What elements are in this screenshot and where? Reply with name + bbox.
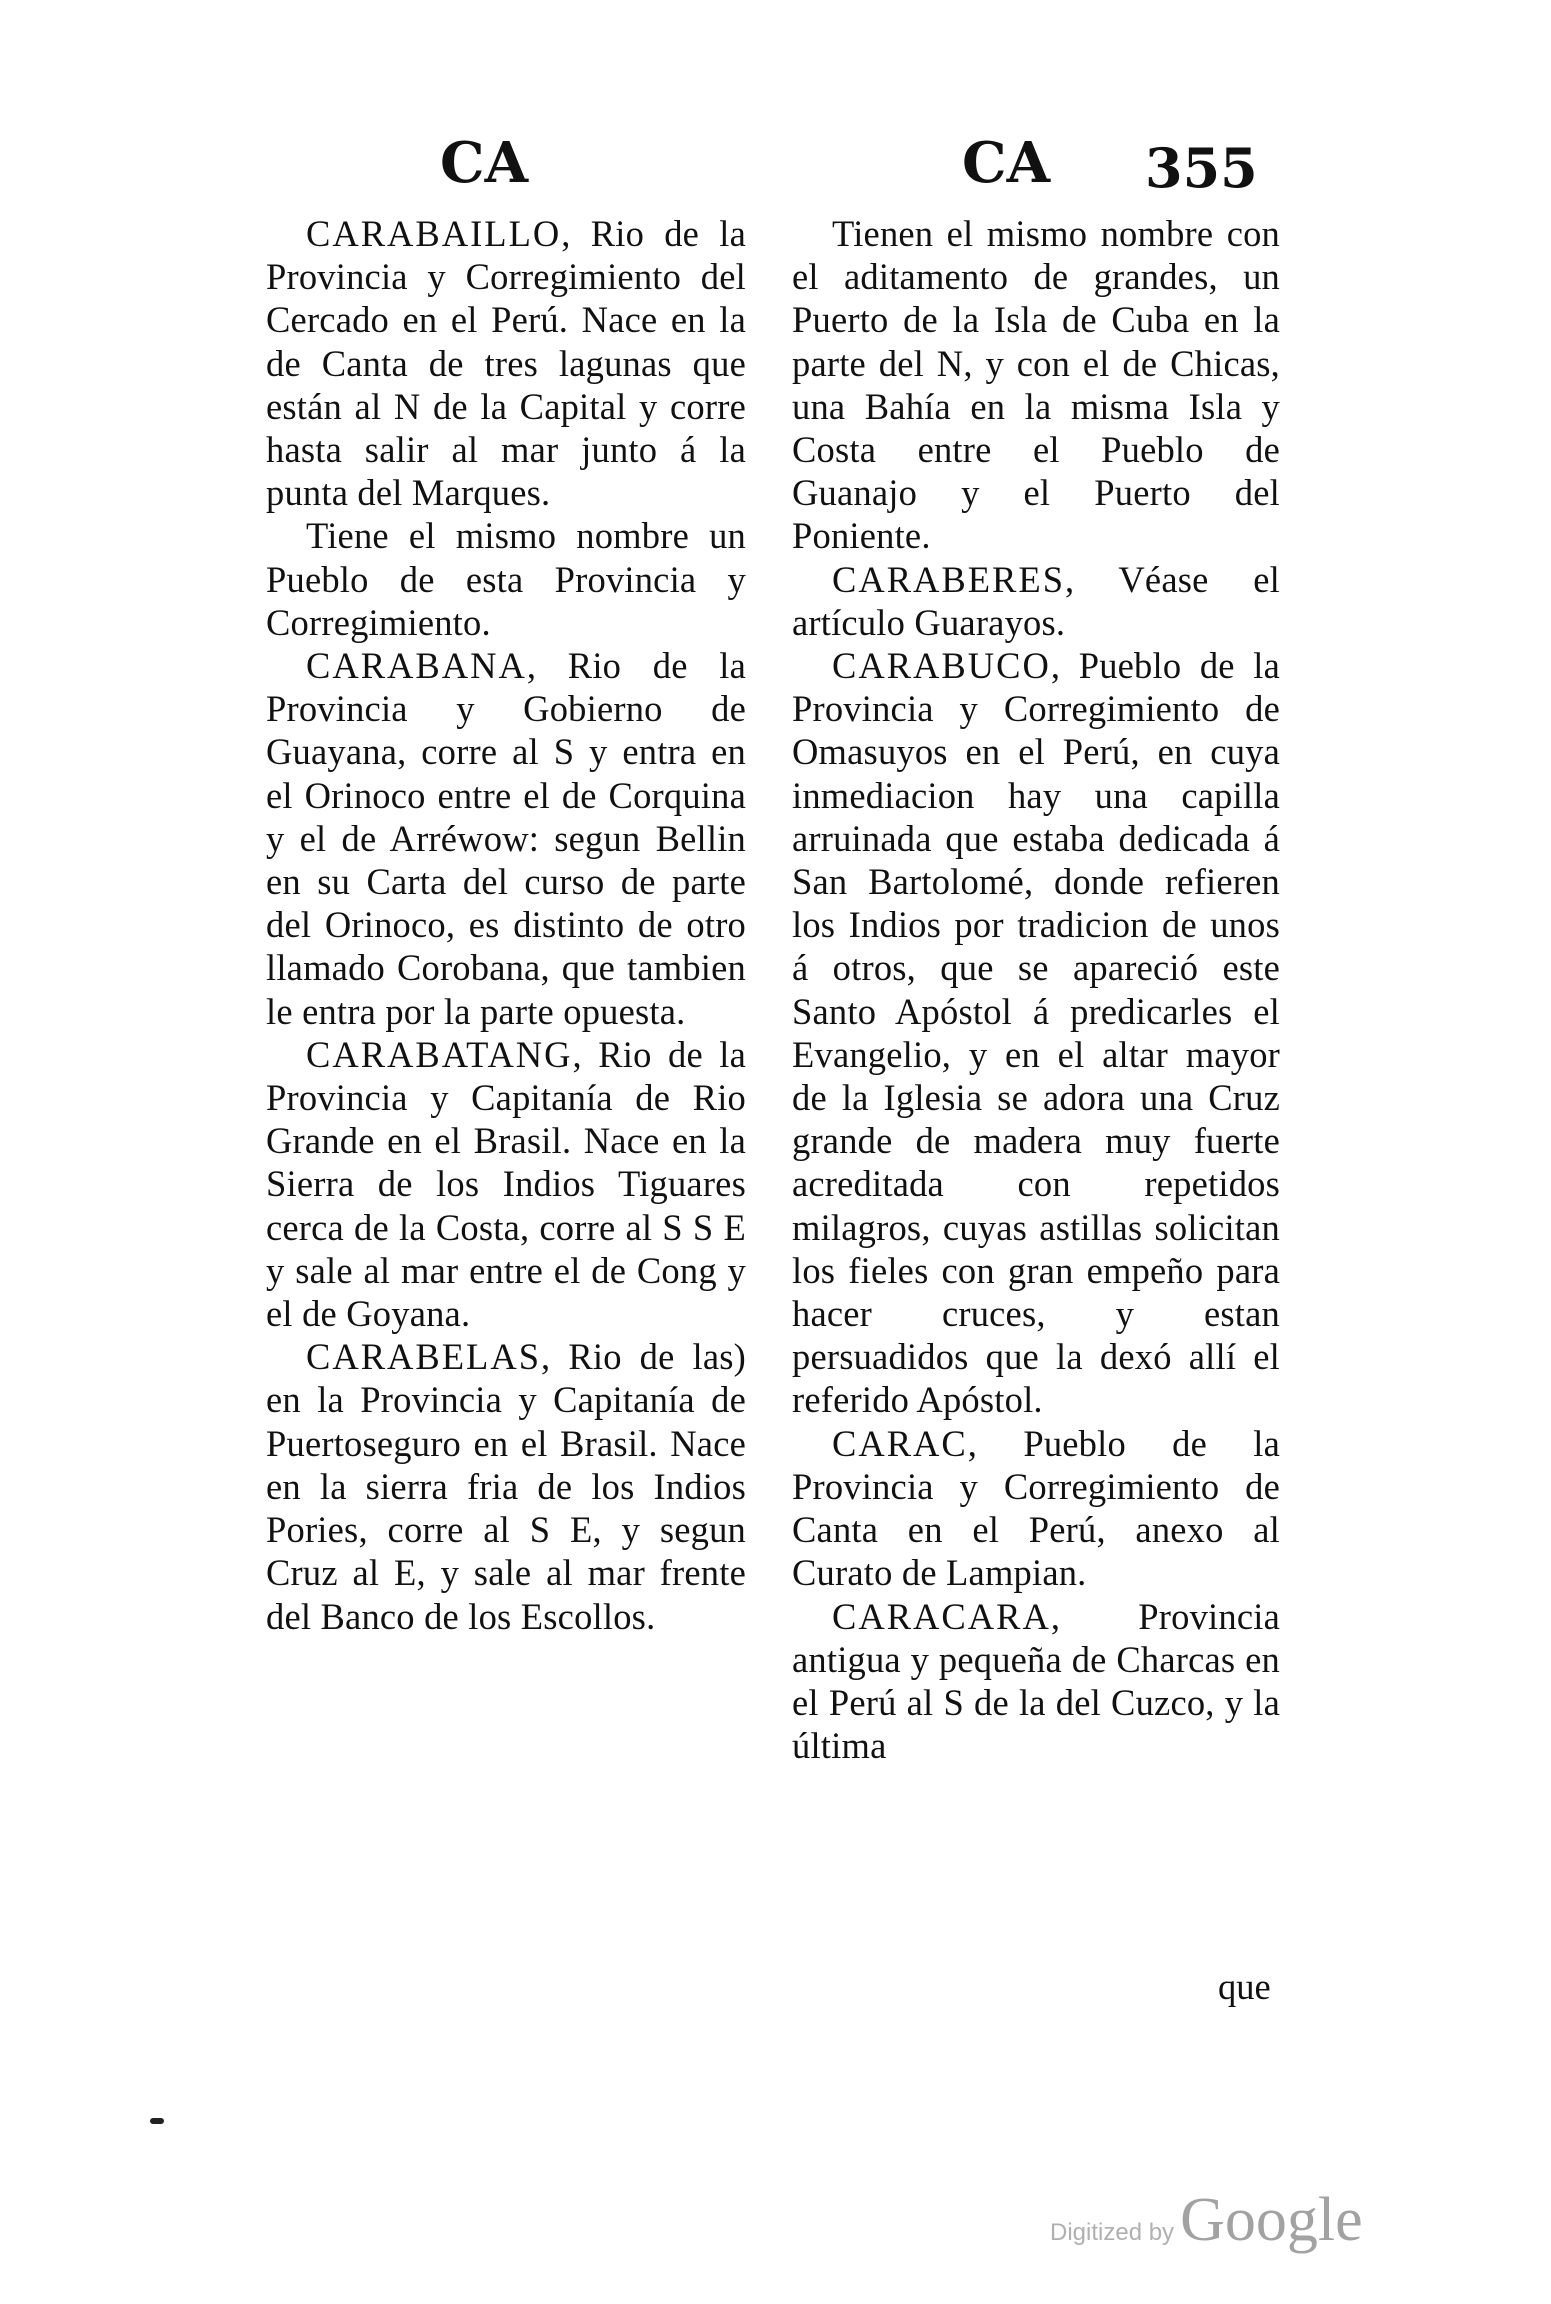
dictionary-entry: [792, 212, 1280, 558]
entry-text: , Pueblo de la Provincia y Corregimiento de Omasuyos en el Perú, en cuya inmediacion hay una capilla arruinada que estaba dedicada á San Bartolomé, donde refieren los Indios por tradicion de unos á otros, que se apareció este Santo Apóstol á predicarles el Evangelio, y en el altar mayor de la Iglesia se adora una Cruz grande de madera muy fuerte acreditada con repetidos milagros, cuyas astillas solicitan los fieles con gran empeño para hacer cruces, y estan persuadidos que la dexó allí el referido Apóstol.: [792, 645, 1280, 1421]
header-left-abbrev: CA: [440, 130, 529, 196]
entry-text: , Rio de la Provincia y Corregimiento del Cercado en el Perú. Nace en la de Canta de tres lagunas que están al N de la Capital y corre hasta salir al mar junto á la punta del Marques.: [266, 213, 746, 514]
entry-headword: CARABAILLO: [306, 213, 562, 254]
entry-headword: CARACARA: [832, 1595, 1051, 1637]
ink-speck: [150, 2118, 164, 2124]
catchword: que: [1218, 1966, 1271, 2007]
entry-text: , Rio de la Provincia y Capitanía de Rio Grande en el Brasil. Nace en la Sierra de los Indios Tiguares cerca de la Costa, corre al S S E y sale al mar entre el de Cong y el de Goyana.: [266, 1033, 746, 1335]
right-column: [792, 212, 1280, 1767]
entry-headword: CARABERES: [832, 558, 1065, 600]
google-logo: Google: [1180, 2186, 1363, 2254]
dictionary-entry: [792, 1595, 1280, 1768]
running-header: [0, 130, 1551, 210]
entry-headword: CARAC: [832, 1422, 968, 1464]
dictionary-entry: [792, 558, 1280, 644]
entry-text: , Rio de la Provincia y Gobierno de Guayana, corre al S y entra en el Orinoco entre el de Corquina y el de Arréwow: segun Bellin en su Carta del curso de parte del Orinoco, es distinto de otro llamado Corobana, que tambien le entra por la parte opuesta.: [266, 645, 746, 1032]
digitized-watermark: [1050, 2185, 1363, 2256]
entry-text: , Pueblo de la Provincia y Corregimiento de Canta en el Perú, anexo al Curato de Lampian.: [792, 1422, 1280, 1594]
dictionary-entry: [266, 514, 746, 644]
entry-text: , Provincia antigua y pequeña de Charcas en el Perú al S de la del Cuzco, y la última: [792, 1595, 1280, 1767]
entry-text: Tienen el mismo nombre con el aditamento de grandes, un Puerto de la Isla de Cuba en la parte del N, y con el de Chicas, una Bahía en la misma Isla y Costa entre el Pueblo de Guanajo y el Puerto del Poniente.: [792, 213, 1280, 557]
entry-headword: CARABATANG: [306, 1033, 573, 1075]
dictionary-entry: [266, 644, 746, 1033]
dictionary-entry: [266, 212, 746, 514]
entry-text: , Rio de las) en la Provincia y Capitanía de Puertoseguro en el Brasil. Nace en la sierra fria de los Indios Pories, corre al S E, y segun Cruz al E, y sale al mar frente del Banco de los Escollos.: [266, 1336, 746, 1637]
dictionary-entry: [792, 1422, 1280, 1595]
header-right-abbrev: CA: [962, 130, 1051, 196]
entry-text: Tiene el mismo nombre un Pueblo de esta Provincia y Corregimiento.: [266, 515, 746, 643]
dictionary-entry: [266, 1335, 746, 1637]
entry-headword: CARABUCO: [832, 645, 1051, 687]
entry-text: , Véase el artículo Guarayos.: [792, 558, 1280, 643]
left-column: [266, 212, 746, 1638]
watermark-prefix: Digitized by: [1050, 2219, 1175, 2246]
dictionary-entry: [792, 644, 1280, 1422]
dictionary-entry: [266, 1033, 746, 1335]
entry-headword: CARABANA: [306, 645, 527, 687]
page-number: 355: [1145, 136, 1258, 200]
entry-headword: CARABELAS: [306, 1336, 542, 1378]
